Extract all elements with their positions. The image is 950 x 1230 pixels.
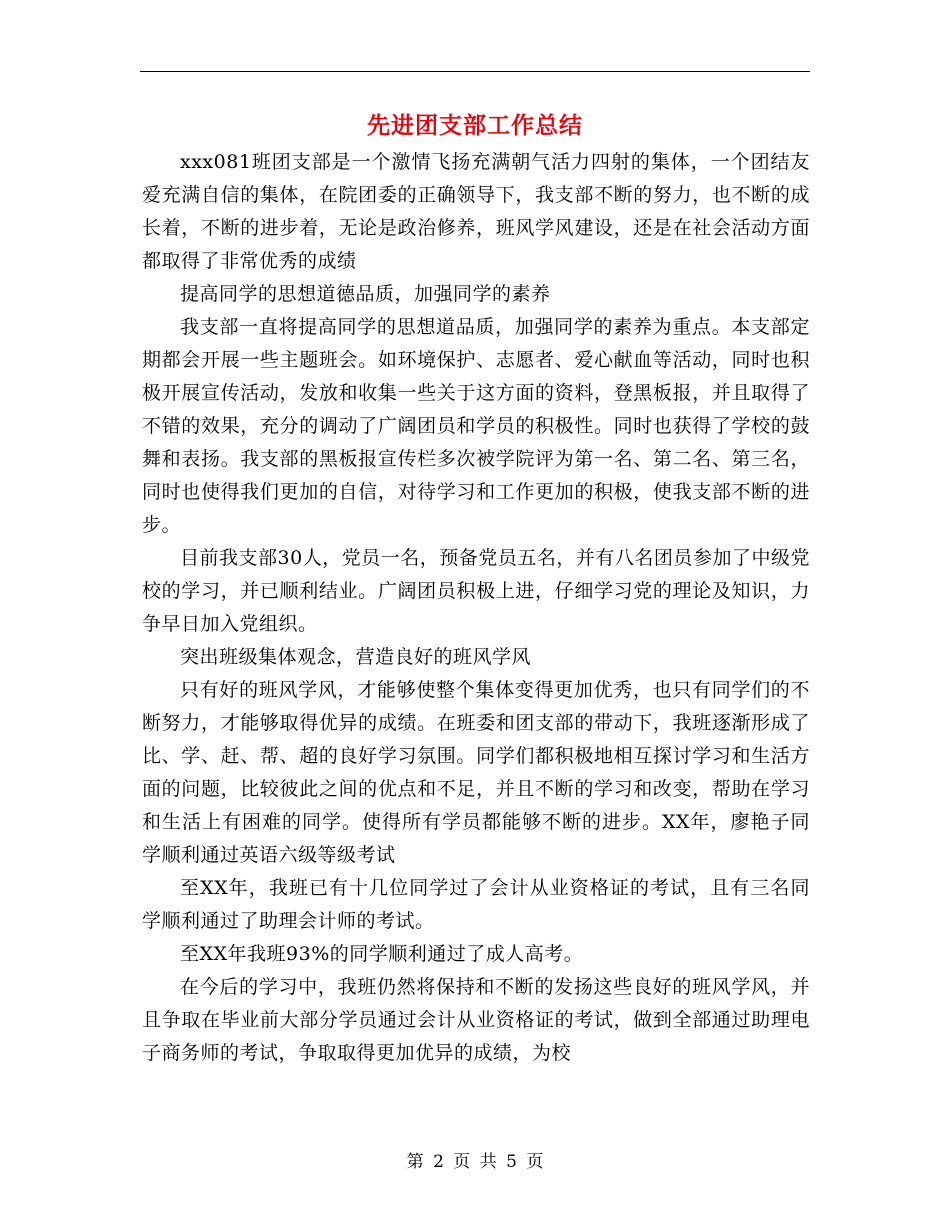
paragraph: 我支部一直将提高同学的思想道品质，加强同学的素养为重点。本支部定期都会开展一些主题班会。如环境保护、志愿者、爱心献血等活动，同时也积极开展宣传活动，发放和收集一些关于这方面的资料，登黑板报，并且取得了不错的效果，充分的调动了广阔团员和学员的积极性。同时也获得了学校的鼓舞和表扬。我支部的黑板报宣传栏多次被学院评为第一名、第二名、第三名，同时也使得我们更加的自信，对待学习和工作更加的积极，使我支部不断的进步。: [142, 316, 810, 536]
page-number-footer: 第 2 页 共 5 页: [406, 1152, 544, 1172]
document-body: [142, 146, 810, 1070]
section-heading: 突出班级集体观念，营造良好的班风学风: [180, 646, 532, 668]
paragraph: xxx081班团支部是一个激情飞扬充满朝气活力四射的集体，一个团结友爱充满自信的集体，在院团委的正确领导下，我支部不断的努力，也不断的成长着，不断的进步着，无论是政治修养，班风学风建设，还是在社会活动方面都取得了非常优秀的成绩: [142, 151, 810, 272]
paragraph: 至XX年我班93%的同学顺利通过了成人高考。: [180, 943, 584, 965]
paragraph: 只有好的班风学风，才能够使整个集体变得更加优秀，也只有同学们的不断努力，才能够取得优异的成绩。在班委和团支部的带动下，我班逐渐形成了比、学、赶、帮、超的良好学习氛围。同学们都积极地相互探讨学习和生活方面的问题，比较彼此之间的优点和不足，并且不断的学习和改变，帮助在学习和生活上有困难的同学。使得所有学员都能够不断的进步。XX年，廖艳子同学顺利通过英语六级等级考试: [142, 679, 810, 866]
section-heading: 提高同学的思想道德品质，加强同学的素养: [180, 283, 551, 305]
paragraph: 目前我支部30人，党员一名，预备党员五名，并有八名团员参加了中级党校的学习，并已顺利结业。广阔团员积极上进，仔细学习党的理论及知识，力争早日加入党组织。: [142, 547, 810, 635]
header-rule: [140, 71, 810, 72]
paragraph: 至XX年，我班已有十几位同学过了会计从业资格证的考试，且有三名同学顺利通过了助理会计师的考试。: [142, 877, 810, 932]
document-title: 先进团支部工作总结: [367, 112, 583, 139]
paragraph: 在今后的学习中，我班仍然将保持和不断的发扬这些良好的班风学风，并且争取在毕业前大部分学员通过会计从业资格证的考试，做到全部通过助理电子商务师的考试，争取取得更加优异的成绩，为校: [142, 976, 810, 1064]
